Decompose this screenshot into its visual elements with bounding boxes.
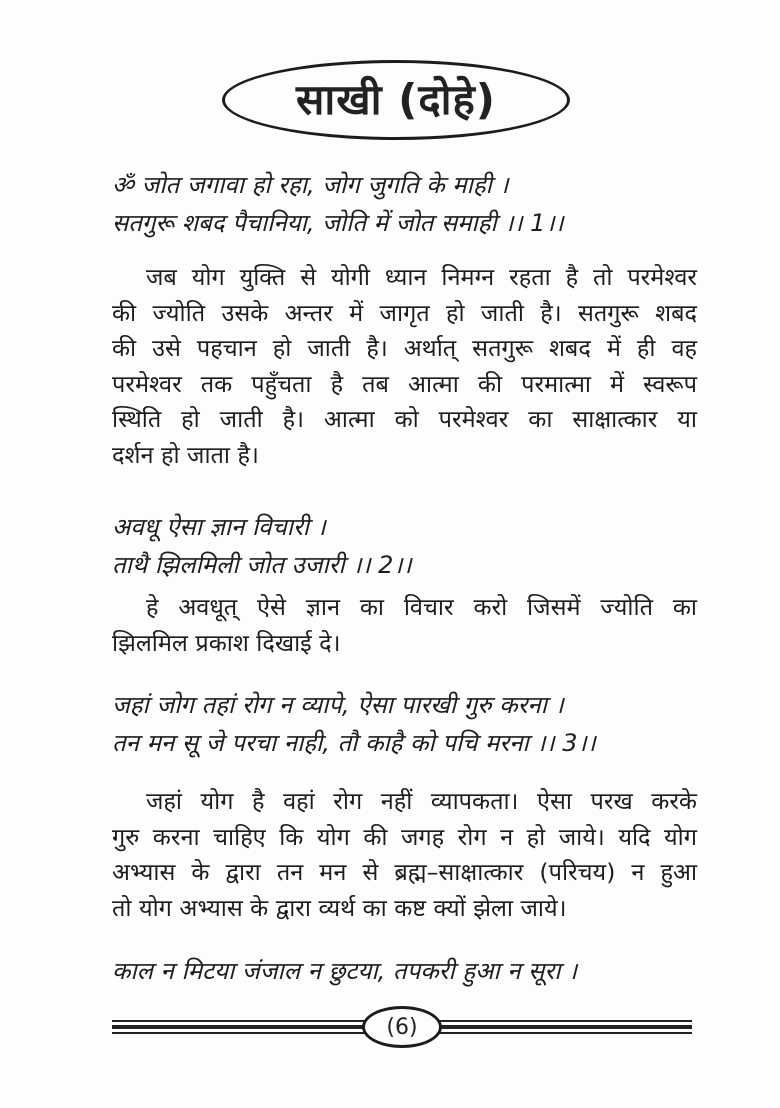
page-number: (6) (362, 1006, 442, 1048)
verse-line: अवधू ऐसा ज्ञान विचारी । (112, 513, 326, 541)
verse-line: ॐ जोत जगावा हो रहा, जोग जुगति के माही । (112, 171, 509, 199)
prose-line: जब योग युक्ति से योगी ध्यान निमग्न रहता है तो परमेश्वर (146, 263, 697, 291)
verse-line: जहां जोग तहां रोग न व्यापे, ऐसा पारखी गुरु करना । (112, 691, 564, 719)
prose-line: की ज्योति उसके अन्तर में जागृत हो जाती है। सतगुरू शबद (112, 298, 697, 327)
prose-line: की उसे पहचान हो जाती है। अर्थात् सतगुरू शबद में ही वह (112, 334, 697, 362)
footer-rule-right (437, 1020, 692, 1034)
prose-line: जहां योग है वहां रोग नहीं व्यापकता। ऐसा परख करके (146, 787, 697, 815)
verse-2 (112, 508, 697, 584)
verse-1 (112, 166, 697, 242)
title-oval (222, 60, 570, 140)
prose-line: दर्शन हो जाता है। (112, 440, 259, 469)
prose-line: स्थिति हो जाती है। आत्मा को परमेश्वर का साक्षात्कार या (112, 405, 697, 433)
page-title: साखी (दोहे) (296, 75, 496, 124)
prose-line: तो योग अभ्यास के द्वारा व्यर्थ का कष्ट क्यों झेला जाये। (112, 893, 567, 922)
prose-line: परमेश्वर तक पहुँचता है तब आत्मा की परमात्मा में स्वरूप (112, 369, 697, 398)
verse-line: तन मन सू जे परचा नाही, तौ काहै को पचि मरना ।। 3।। (112, 729, 596, 757)
prose-line: गुरु करना चाहिए कि योग की जगह रोग न हो जाये। यदि योग (112, 822, 697, 851)
verse-line: सतगुरू शबद पैचानिया, जोति में जोत समाही ।। 1।। (112, 209, 564, 237)
page-footer (112, 1006, 692, 1050)
prose-line: झिलमिल प्रकाश दिखाई दे। (112, 628, 341, 657)
verse-line: काल न मिटया जंजाल न छुटया, तपकरी हुआ न सूरा । (112, 957, 578, 985)
explanation-3 (112, 784, 697, 926)
footer-rule-left (112, 1020, 367, 1034)
prose-line: हे अवधूत् ऐसे ज्ञान का विचार करो जिसमें ज्योति का (146, 593, 697, 621)
prose-line: अभ्यास के द्वारा तन मन से ब्रह्म–साक्षात्कार (परिचय) न हुआ (112, 858, 697, 886)
verse-4 (112, 952, 697, 990)
verse-line: ताथै झिलमिली जोत उजारी ।। 2।। (112, 551, 412, 579)
verse-3 (112, 686, 697, 762)
explanation-1 (112, 260, 697, 473)
explanation-2 (112, 590, 697, 661)
